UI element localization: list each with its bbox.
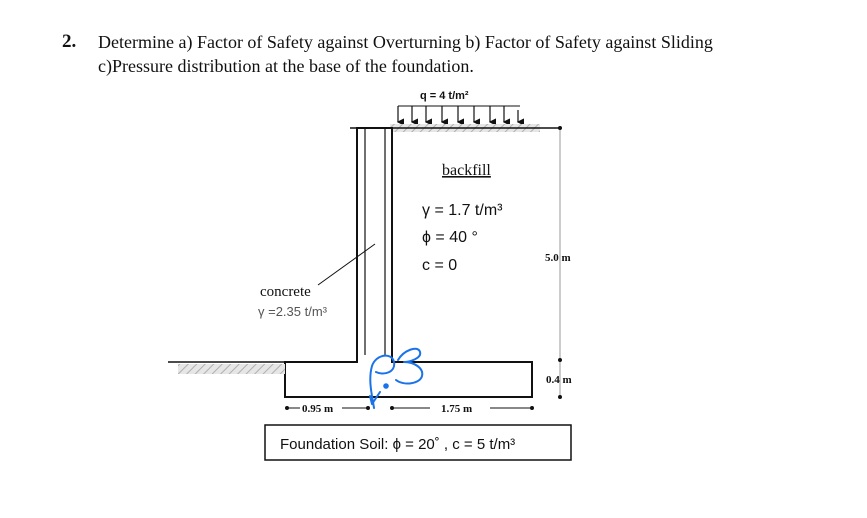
backfill-title: backfill — [442, 162, 491, 179]
height-label: 5.0 m — [545, 252, 571, 264]
retaining-wall — [285, 128, 532, 397]
backfill-cohesion: c = 0 — [422, 257, 458, 274]
surcharge-label: q = 4 t/m² — [420, 90, 469, 102]
surcharge-arrows — [398, 106, 520, 122]
heel-width-label: 1.75 m — [441, 403, 473, 415]
height-dimension — [558, 126, 562, 362]
concrete-title: concrete — [260, 284, 311, 300]
question-number: 2. — [62, 31, 77, 52]
foundation-soil-label: Foundation Soil: ϕ = 20˚ , c = 5 t/m³ — [280, 436, 516, 453]
backfill-phi: ϕ = 40 ° — [422, 229, 478, 246]
base-thickness-label: 0.4 m — [546, 374, 572, 386]
toe-width-label: 0.95 m — [302, 403, 334, 415]
question-line-2: c)Pressure distribution at the base of the foundation. — [98, 56, 474, 76]
backfill-gamma: γ = 1.7 t/m³ — [422, 202, 503, 219]
front-ground-hatch — [178, 364, 285, 374]
concrete-gamma: γ =2.35 t/m³ — [258, 304, 327, 319]
question-line-1: Determine a) Factor of Safety against Overturning b) Factor of Safety against Sliding — [98, 32, 713, 52]
